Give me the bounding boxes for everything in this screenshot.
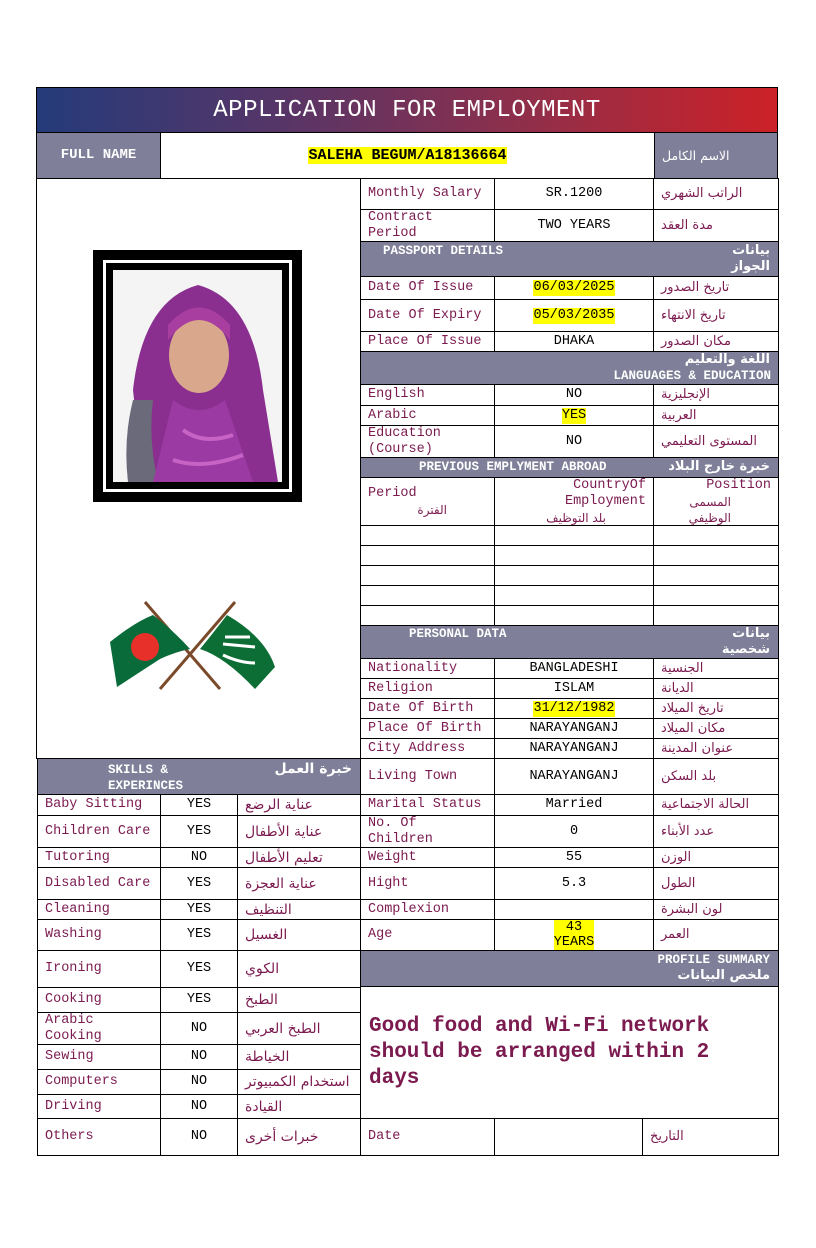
personal-row-label: Date Of Birth — [360, 698, 495, 719]
personal-row-value-text: 31/12/1982 — [533, 700, 615, 716]
passport-header — [360, 241, 779, 277]
personal-row-value — [494, 899, 654, 920]
skill-row-label-ar: عناية العجزة — [237, 867, 361, 900]
skill-row-label-ar: التنظيف — [237, 899, 361, 920]
skill-row-label: Baby Sitting — [37, 794, 161, 816]
personal-data-header-title-ar: بيانات شخصية — [721, 626, 770, 657]
employment-history-cell — [494, 605, 654, 626]
skill-row-value: NO — [160, 1044, 238, 1070]
date-label-ar: التاريخ — [642, 1118, 779, 1156]
skill-row-value: NO — [160, 847, 238, 868]
skill-row-label-ar: الكوي — [237, 950, 361, 988]
employment-history-cell — [494, 545, 654, 566]
personal-row-label: City Address — [360, 738, 495, 759]
personal-row-label-ar: تاريخ الميلاد — [653, 698, 779, 719]
full-name-field — [160, 132, 655, 179]
contract-period-row-value: TWO YEARS — [494, 209, 654, 242]
skills-header-title-ar: خبرة العمل — [274, 761, 352, 777]
passport-row-label-ar: مكان الصدور — [653, 331, 779, 352]
language-row-label: Education (Course) — [360, 425, 495, 458]
personal-row-label: Hight — [360, 867, 495, 900]
previous-employment-header-title-ar: خبرة خارج البلاد — [668, 459, 770, 474]
full-name-label: FULL NAME — [36, 132, 161, 179]
personal-row-value: 0 — [494, 815, 654, 848]
personal-row-label: Nationality — [360, 658, 495, 679]
passport-row-label: Date Of Issue — [360, 276, 495, 300]
profile-summary-header-title-ar: ملخص البيانات — [677, 968, 770, 983]
country-column-header-en: CountryOf Employment — [564, 477, 646, 509]
personal-row-label-ar: الطول — [653, 867, 779, 900]
skill-row-label: Others — [37, 1118, 161, 1156]
employment-history-cell — [360, 585, 495, 606]
employment-history-cell — [360, 565, 495, 586]
employment-history-cell — [653, 525, 779, 546]
passport-row-label-ar: تاريخ الصدور — [653, 276, 779, 300]
monthly-salary-row-value: SR.1200 — [494, 178, 654, 210]
skill-row-label-ar: الطبخ العربي — [237, 1012, 361, 1045]
personal-row-value: NARAYANGANJ — [494, 758, 654, 795]
personal-row-value — [494, 919, 654, 951]
skill-row-label-ar: الطبخ — [237, 987, 361, 1013]
skill-row-label-ar: عناية الرضع — [237, 794, 361, 816]
personal-row-value: Married — [494, 794, 654, 816]
passport-row-label-ar: تاريخ الانتهاء — [653, 299, 779, 332]
profile-summary-header — [360, 950, 779, 987]
personal-data-header — [360, 625, 779, 659]
language-row-value-text: YES — [561, 407, 587, 423]
personal-row-label-ar: لون البشرة — [653, 899, 779, 920]
page-title: APPLICATION FOR EMPLOYMENT — [36, 87, 778, 133]
skill-row-label: Ironing — [37, 950, 161, 988]
languages-header — [360, 351, 779, 385]
skill-row-label-ar: خبرات أخرى — [237, 1118, 361, 1156]
language-row-value: NO — [494, 425, 654, 458]
country-column-header-ar: بلد التوظيف — [546, 510, 606, 525]
employment-history-cell — [653, 585, 779, 606]
applicant-photo — [113, 270, 282, 482]
language-row-label-ar: المستوى التعليمي — [653, 425, 779, 458]
personal-row-label: Weight — [360, 847, 495, 868]
employment-history-cell — [360, 525, 495, 546]
monthly-salary-row-label: Monthly Salary — [360, 178, 495, 210]
employment-history-cell — [360, 545, 495, 566]
position-column-header-ar: المسمى الوظيفي — [688, 494, 731, 525]
skill-row-label: Cleaning — [37, 899, 161, 920]
skill-row-label: Disabled Care — [37, 867, 161, 900]
skills-header-title: SKILLS & EXPERINCES — [108, 763, 184, 793]
personal-row-label-ar: بلد السكن — [653, 758, 779, 795]
skill-row-value: NO — [160, 1094, 238, 1119]
language-row-label-ar: الإنجليزية — [653, 384, 779, 406]
skills-header — [37, 758, 361, 795]
skill-row-label: Arabic Cooking — [37, 1012, 161, 1045]
skill-row-label: Tutoring — [37, 847, 161, 868]
profile-summary-text: Good food and Wi-Fi network should be arranged within 2 days — [360, 986, 779, 1119]
skill-row-value: NO — [160, 1118, 238, 1156]
skill-row-value: NO — [160, 1012, 238, 1045]
language-row-label: English — [360, 384, 495, 406]
skill-row-label-ar: القيادة — [237, 1094, 361, 1119]
personal-row-label-ar: عدد الأبناء — [653, 815, 779, 848]
previous-employment-header-title: PREVIOUS EMPLYMENT ABROAD — [419, 460, 607, 474]
language-row-value: NO — [494, 384, 654, 406]
skill-row-label-ar: الخياطة — [237, 1044, 361, 1070]
passport-row-label: Date Of Expiry — [360, 299, 495, 332]
personal-row-value-text: 43 YEARS — [553, 920, 595, 950]
skill-row-value: YES — [160, 815, 238, 848]
employment-history-cell — [494, 565, 654, 586]
personal-row-value: NARAYANGANJ — [494, 738, 654, 759]
skill-row-label: Washing — [37, 919, 161, 951]
skill-row-label: Cooking — [37, 987, 161, 1013]
personal-row-label-ar: العمر — [653, 919, 779, 951]
languages-header-title-ar: اللغة والتعليم — [684, 352, 770, 367]
date-value — [494, 1118, 643, 1156]
personal-row-label-ar: الحالة الاجتماعية — [653, 794, 779, 816]
skill-row-label: Sewing — [37, 1044, 161, 1070]
flags-image — [105, 597, 277, 693]
skill-row-value: YES — [160, 867, 238, 900]
personal-row-label: Complexion — [360, 899, 495, 920]
photo-frame — [93, 250, 302, 502]
personal-row-value: NARAYANGANJ — [494, 718, 654, 739]
passport-row-value-text: 06/03/2025 — [533, 280, 615, 295]
profile-summary-header-title: PROFILE SUMMARY — [657, 953, 770, 967]
skill-row-value: YES — [160, 987, 238, 1013]
skill-row-label-ar: تعليم الأطفال — [237, 847, 361, 868]
personal-row-label: No. Of Children — [360, 815, 495, 848]
skill-row-label-ar: عناية الأطفال — [237, 815, 361, 848]
employment-history-cell — [360, 605, 495, 626]
skill-row-value: NO — [160, 1069, 238, 1095]
personal-row-label-ar: الديانة — [653, 678, 779, 699]
employment-history-cell — [494, 525, 654, 546]
personal-row-label: Age — [360, 919, 495, 951]
period-column-header-en: Period — [368, 485, 417, 501]
passport-row-value — [494, 276, 654, 300]
personal-row-label-ar: عنوان المدينة — [653, 738, 779, 759]
previous-employment-header — [360, 457, 779, 478]
skill-row-label-ar: استخدام الكمبيوتر — [237, 1069, 361, 1095]
personal-data-header-title: PERSONAL DATA — [409, 627, 507, 641]
personal-row-value: 5.3 — [494, 867, 654, 900]
personal-row-label: Religion — [360, 678, 495, 699]
employment-history-cell — [494, 585, 654, 606]
personal-row-label-ar: مكان الميلاد — [653, 718, 779, 739]
personal-row-value: ISLAM — [494, 678, 654, 699]
passport-row-value: DHAKA — [494, 331, 654, 352]
passport-row-value-text: 05/03/2035 — [533, 307, 615, 323]
date-label: Date — [360, 1118, 495, 1156]
personal-row-value: BANGLADESHI — [494, 658, 654, 679]
full-name-label-ar: الاسم الكامل — [654, 132, 778, 179]
monthly-salary-row-label-ar: الراتب الشهري — [653, 178, 779, 210]
contract-period-row-label: Contract Period — [360, 209, 495, 242]
period-column-header-ar: الفترة — [417, 502, 447, 517]
employment-history-cell — [653, 565, 779, 586]
skill-row-value: YES — [160, 899, 238, 920]
passport-row-value — [494, 299, 654, 332]
skill-row-label: Children Care — [37, 815, 161, 848]
skill-row-value: YES — [160, 919, 238, 951]
skill-row-label: Driving — [37, 1094, 161, 1119]
passport-header-title: PASSPORT DETAILS — [383, 244, 504, 258]
contract-period-row-label-ar: مدة العقد — [653, 209, 779, 242]
language-row-value — [494, 405, 654, 426]
employment-history-cell — [653, 605, 779, 626]
personal-row-label: Living Town — [360, 758, 495, 795]
skill-row-value: YES — [160, 794, 238, 816]
language-row-label: Arabic — [360, 405, 495, 426]
personal-row-label: Place Of Birth — [360, 718, 495, 739]
position-column-header — [653, 477, 779, 526]
period-column-header — [360, 477, 495, 526]
languages-header-title: LANGUAGES & EDUCATION — [613, 369, 771, 383]
personal-row-label-ar: الوزن — [653, 847, 779, 868]
skill-row-value: YES — [160, 950, 238, 988]
personal-row-label: Marital Status — [360, 794, 495, 816]
skill-row-label: Computers — [37, 1069, 161, 1095]
country-column-header — [494, 477, 654, 526]
personal-row-value — [494, 698, 654, 719]
personal-row-value: 55 — [494, 847, 654, 868]
employment-history-cell — [653, 545, 779, 566]
personal-row-label-ar: الجنسية — [653, 658, 779, 679]
passport-header-title-ar: بيانات الجواز — [731, 243, 770, 274]
skill-row-label-ar: الغسيل — [237, 919, 361, 951]
language-row-label-ar: العربية — [653, 405, 779, 426]
position-column-header-en: Position — [706, 477, 771, 493]
passport-row-label: Place Of Issue — [360, 331, 495, 352]
full-name-value: SALEHA BEGUM/A18136664 — [308, 147, 507, 164]
